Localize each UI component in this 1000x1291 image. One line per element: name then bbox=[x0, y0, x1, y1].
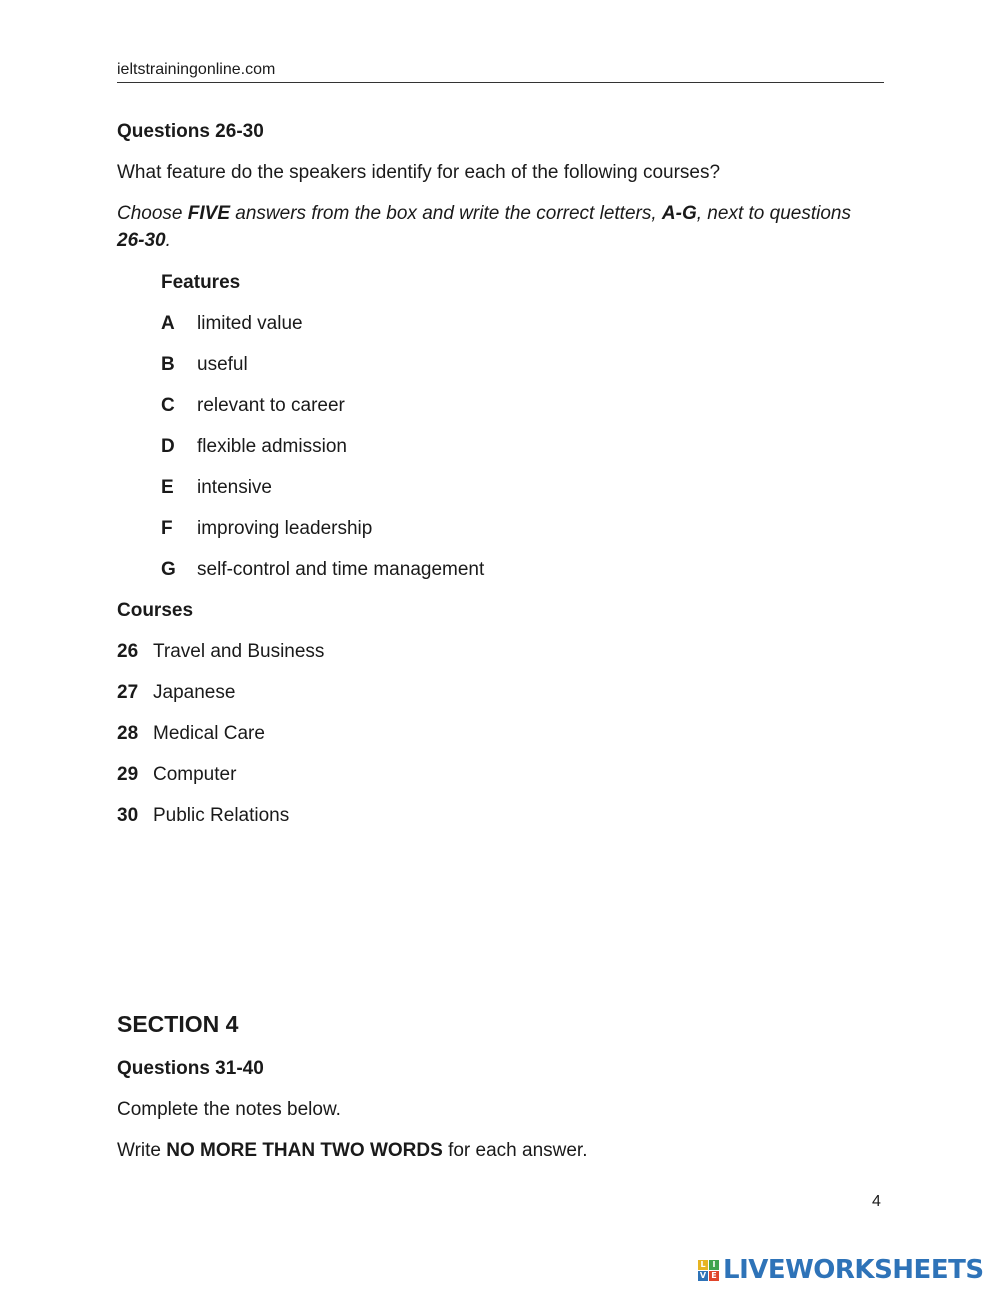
instruction-five: FIVE bbox=[187, 203, 231, 224]
course-name: Medical Care bbox=[153, 723, 265, 744]
course-number: 27 bbox=[117, 682, 139, 703]
course-name: Japanese bbox=[153, 682, 236, 703]
course-number: 26 bbox=[117, 641, 139, 662]
logo-block: L bbox=[698, 1260, 708, 1270]
instruction-line-2 bbox=[117, 229, 171, 253]
course-item bbox=[117, 722, 265, 746]
instruction-period: . bbox=[165, 230, 171, 251]
feature-letter: C bbox=[161, 395, 175, 416]
feature-letter: E bbox=[161, 477, 174, 498]
courses-heading: Courses bbox=[117, 600, 194, 621]
feature-text: self-control and time management bbox=[197, 559, 485, 580]
features-heading: Features bbox=[161, 272, 241, 293]
feature-item bbox=[161, 312, 303, 336]
liveworksheets-logo[interactable] bbox=[698, 1256, 984, 1284]
instruction-questions: 26-30 bbox=[117, 230, 166, 251]
feature-item bbox=[161, 476, 272, 500]
feature-text: improving leadership bbox=[197, 518, 373, 539]
brand-name: LIVEWORKSHEETS bbox=[723, 1255, 984, 1285]
course-item bbox=[117, 804, 289, 828]
course-item bbox=[117, 640, 324, 664]
page-number: 4 bbox=[872, 1193, 881, 1210]
questions-heading-2: Questions 31-40 bbox=[117, 1058, 264, 1079]
instruction-range: A-G bbox=[661, 203, 697, 224]
course-number: 29 bbox=[117, 764, 139, 785]
feature-item bbox=[161, 394, 345, 418]
write-post: for each answer. bbox=[442, 1140, 588, 1161]
word-limit-instruction bbox=[117, 1139, 588, 1163]
course-name: Computer bbox=[153, 764, 237, 785]
questions-heading: Questions 26-30 bbox=[117, 121, 264, 142]
feature-item bbox=[161, 558, 484, 582]
course-number: 30 bbox=[117, 805, 139, 826]
logo-block: V bbox=[699, 1270, 707, 1280]
header-rule bbox=[117, 82, 884, 83]
instruction-mid: answers from the box and write the correct letters, bbox=[230, 203, 662, 224]
write-pre: Write bbox=[117, 1140, 167, 1161]
logo-block: I bbox=[709, 1260, 719, 1270]
section-title: SECTION 4 bbox=[117, 1011, 239, 1037]
feature-letter: G bbox=[161, 559, 176, 580]
instruction-choose: Choose bbox=[117, 203, 188, 224]
feature-text: useful bbox=[197, 354, 248, 375]
feature-letter: D bbox=[161, 436, 175, 457]
feature-item bbox=[161, 517, 372, 541]
write-bold: NO MORE THAN TWO WORDS bbox=[166, 1140, 443, 1161]
logo-block: E bbox=[709, 1271, 719, 1281]
feature-text: relevant to career bbox=[197, 395, 345, 416]
feature-letter: B bbox=[161, 354, 175, 375]
instruction-tail: , next to questions bbox=[696, 203, 851, 224]
question-prompt: What feature do the speakers identify for each of the following courses? bbox=[117, 162, 721, 183]
course-name: Public Relations bbox=[153, 805, 290, 826]
feature-text: limited value bbox=[197, 313, 303, 334]
site-url: ieltstrainingonline.com bbox=[117, 61, 276, 78]
feature-letter: F bbox=[161, 518, 173, 539]
feature-item bbox=[161, 353, 248, 377]
course-number: 28 bbox=[117, 723, 139, 744]
logo-blocks-icon bbox=[698, 1260, 719, 1281]
feature-text: intensive bbox=[197, 477, 272, 498]
instruction-line-1 bbox=[117, 202, 851, 226]
course-item bbox=[117, 763, 236, 787]
feature-text: flexible admission bbox=[197, 436, 347, 457]
feature-letter: A bbox=[161, 313, 175, 334]
complete-instruction: Complete the notes below. bbox=[117, 1099, 341, 1120]
course-name: Travel and Business bbox=[153, 641, 325, 662]
feature-item bbox=[161, 435, 347, 459]
course-item bbox=[117, 681, 235, 705]
